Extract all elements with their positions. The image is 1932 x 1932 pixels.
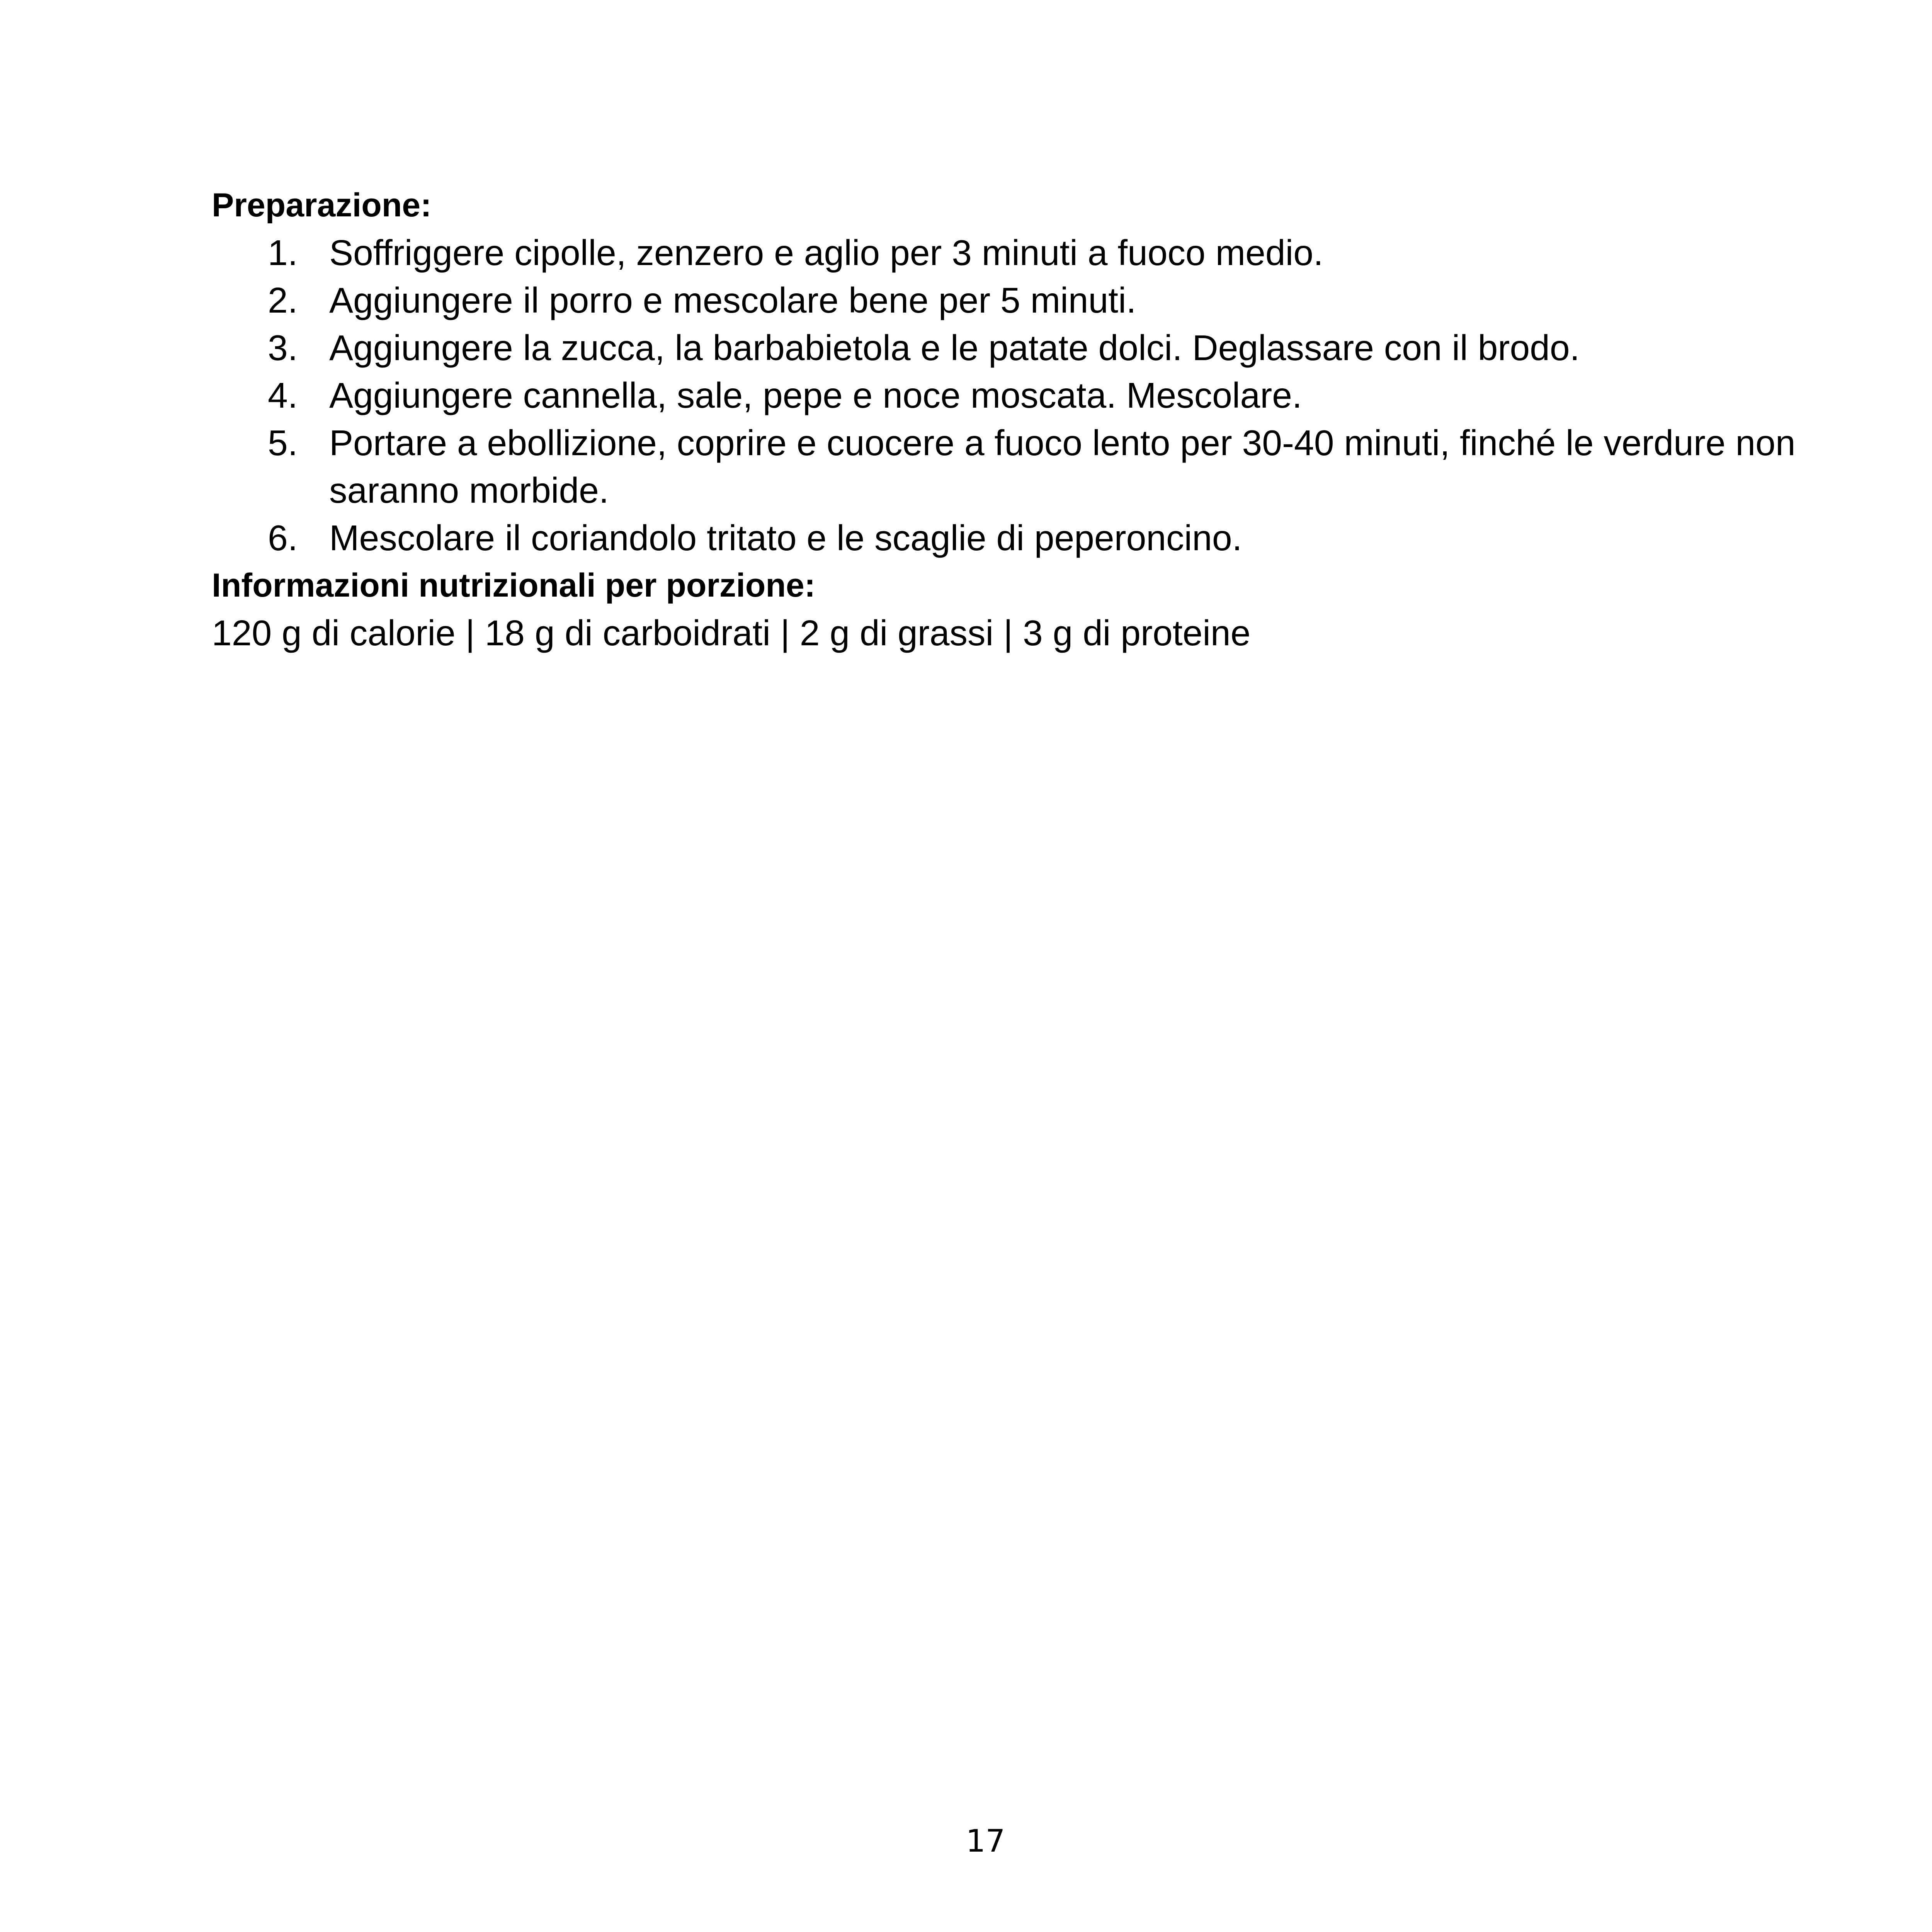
step-number: 6. (268, 518, 298, 558)
step-number: 4. (268, 375, 298, 415)
preparation-step (212, 229, 1873, 277)
step-text: Portare a ebollizione, coprire e cuocere a fuoco lento per 30-40 minuti, finché le verdure non saranno morbide. (329, 423, 1796, 510)
step-text: Aggiungere il porro e mescolare bene per 5 minuti. (329, 280, 1136, 320)
step-text: Aggiungere cannella, sale, pepe e noce moscata. Mescolare. (329, 375, 1302, 415)
recipe-content (212, 182, 1873, 657)
preparation-step (212, 514, 1873, 562)
step-text: Aggiungere la zucca, la barbabietola e le patate dolci. Deglassare con il brodo. (329, 328, 1580, 368)
preparation-step (212, 419, 1873, 514)
step-number: 3. (268, 328, 298, 368)
step-text: Mescolare il coriandolo tritato e le scaglie di peperoncino. (329, 518, 1242, 558)
step-number: 2. (268, 280, 298, 320)
preparation-heading: Preparazione: (212, 187, 432, 224)
nutrition-heading: Informazioni nutrizionali per porzione: (212, 567, 816, 604)
preparation-step (212, 372, 1873, 419)
step-number: 5. (268, 423, 298, 463)
step-number: 1. (268, 233, 298, 273)
preparation-step (212, 324, 1873, 372)
page-number: 17 (966, 1823, 1005, 1859)
nutrition-values: 120 g di calorie | 18 g di carboidrati | 2 g di grassi | 3 g di proteine (212, 613, 1251, 653)
preparation-steps-list (212, 229, 1873, 562)
step-text: Soffriggere cipolle, zenzero e aglio per 3 minuti a fuoco medio. (329, 233, 1323, 273)
preparation-step (212, 277, 1873, 324)
